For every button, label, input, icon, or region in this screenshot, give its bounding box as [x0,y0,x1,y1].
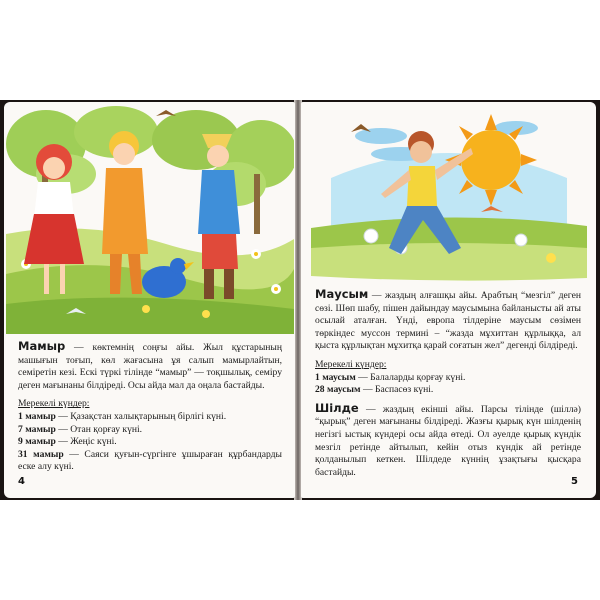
may-description: — көктемнің соңғы айы. Жыл құстарының машығын тоғып, көл жағасына ұя салып мамырлайтын, семіретін кезі. Ескі түркі тілінде “мамыр” — тоқшылық, семіру деген мағынаны білдіреді. Осы айда мал да оңала бастайды. [18,342,282,391]
holiday-date: 31 мамыр [18,448,64,460]
holiday-date: 1 маусым [315,371,356,383]
term-june: Маусым [315,287,369,301]
left-page-text [18,340,282,474]
holiday-item [18,449,282,474]
holiday-text: — Қазақстан халықтарының бірлігі күні. [55,410,227,422]
spring-children-illustration [6,104,294,334]
book-spread [0,100,600,500]
page-number-left: 4 [18,476,25,487]
holiday-item [315,384,581,397]
right-page [301,102,596,498]
holiday-item [315,372,581,385]
may-paragraph [18,340,282,392]
summer-boy-illustration [311,108,587,288]
holidays-label: Мерекелі күндер: [315,358,387,370]
term-july: Шілде [315,400,359,415]
holiday-date: 9 мамыр [18,436,56,448]
holiday-text: — Жеңіс күні. [55,436,117,448]
page-number-right: 5 [571,476,578,487]
holiday-date: 1 мамыр [18,410,56,422]
holiday-item [18,411,282,424]
holiday-text: — Баспасөз күні. [360,384,434,396]
holiday-item [18,436,282,449]
holiday-item [18,424,282,437]
july-paragraph [315,402,581,480]
june-paragraph [315,288,581,353]
holidays-label: Мерекелі күндер: [18,398,90,410]
holiday-text: — Балаларды қорғау күні. [355,371,466,383]
holiday-date: 7 мамыр [18,423,56,435]
holiday-date: 28 маусым [315,384,361,396]
july-description: — жаздың екінші айы. Парсы тілінде (шіллә) “қырық” деген мағынаны білдіреді. Жазғы қырық күн шілденің негізгі ыстық күндері осы айда өтеді. Ол әуелде қырық күндік мезгіл ретінде айтылып, кейін отыз күндік ай ретінде қолданылып кеткен. Шілдеде күннің ұзақтығы қысқара бастайды. [315,403,581,478]
holiday-text: — Отан қорғау күні. [55,423,143,435]
left-page [4,102,295,498]
right-page-text [315,288,581,479]
term-may: Мамыр [18,339,66,353]
june-description: — жаздың алғашқы айы. Арабтың “мезгіл” деген сөзі. Шөп шабу, пішен дайындау маусымына байланысты ай аты осылай аталған. Үнді, европа тілдеріне маусым сөзімен төркіндес муссон термині – “жазда мұхиттан құрлыққа, ал қыста құрлықтан мұхитқа қарай соғатын жел” дегенді білдіреді. [315,290,581,352]
holiday-text: — Саяси қуғын-сүргінге ұшыраған құрбандарды еске алу күні. [18,448,283,473]
